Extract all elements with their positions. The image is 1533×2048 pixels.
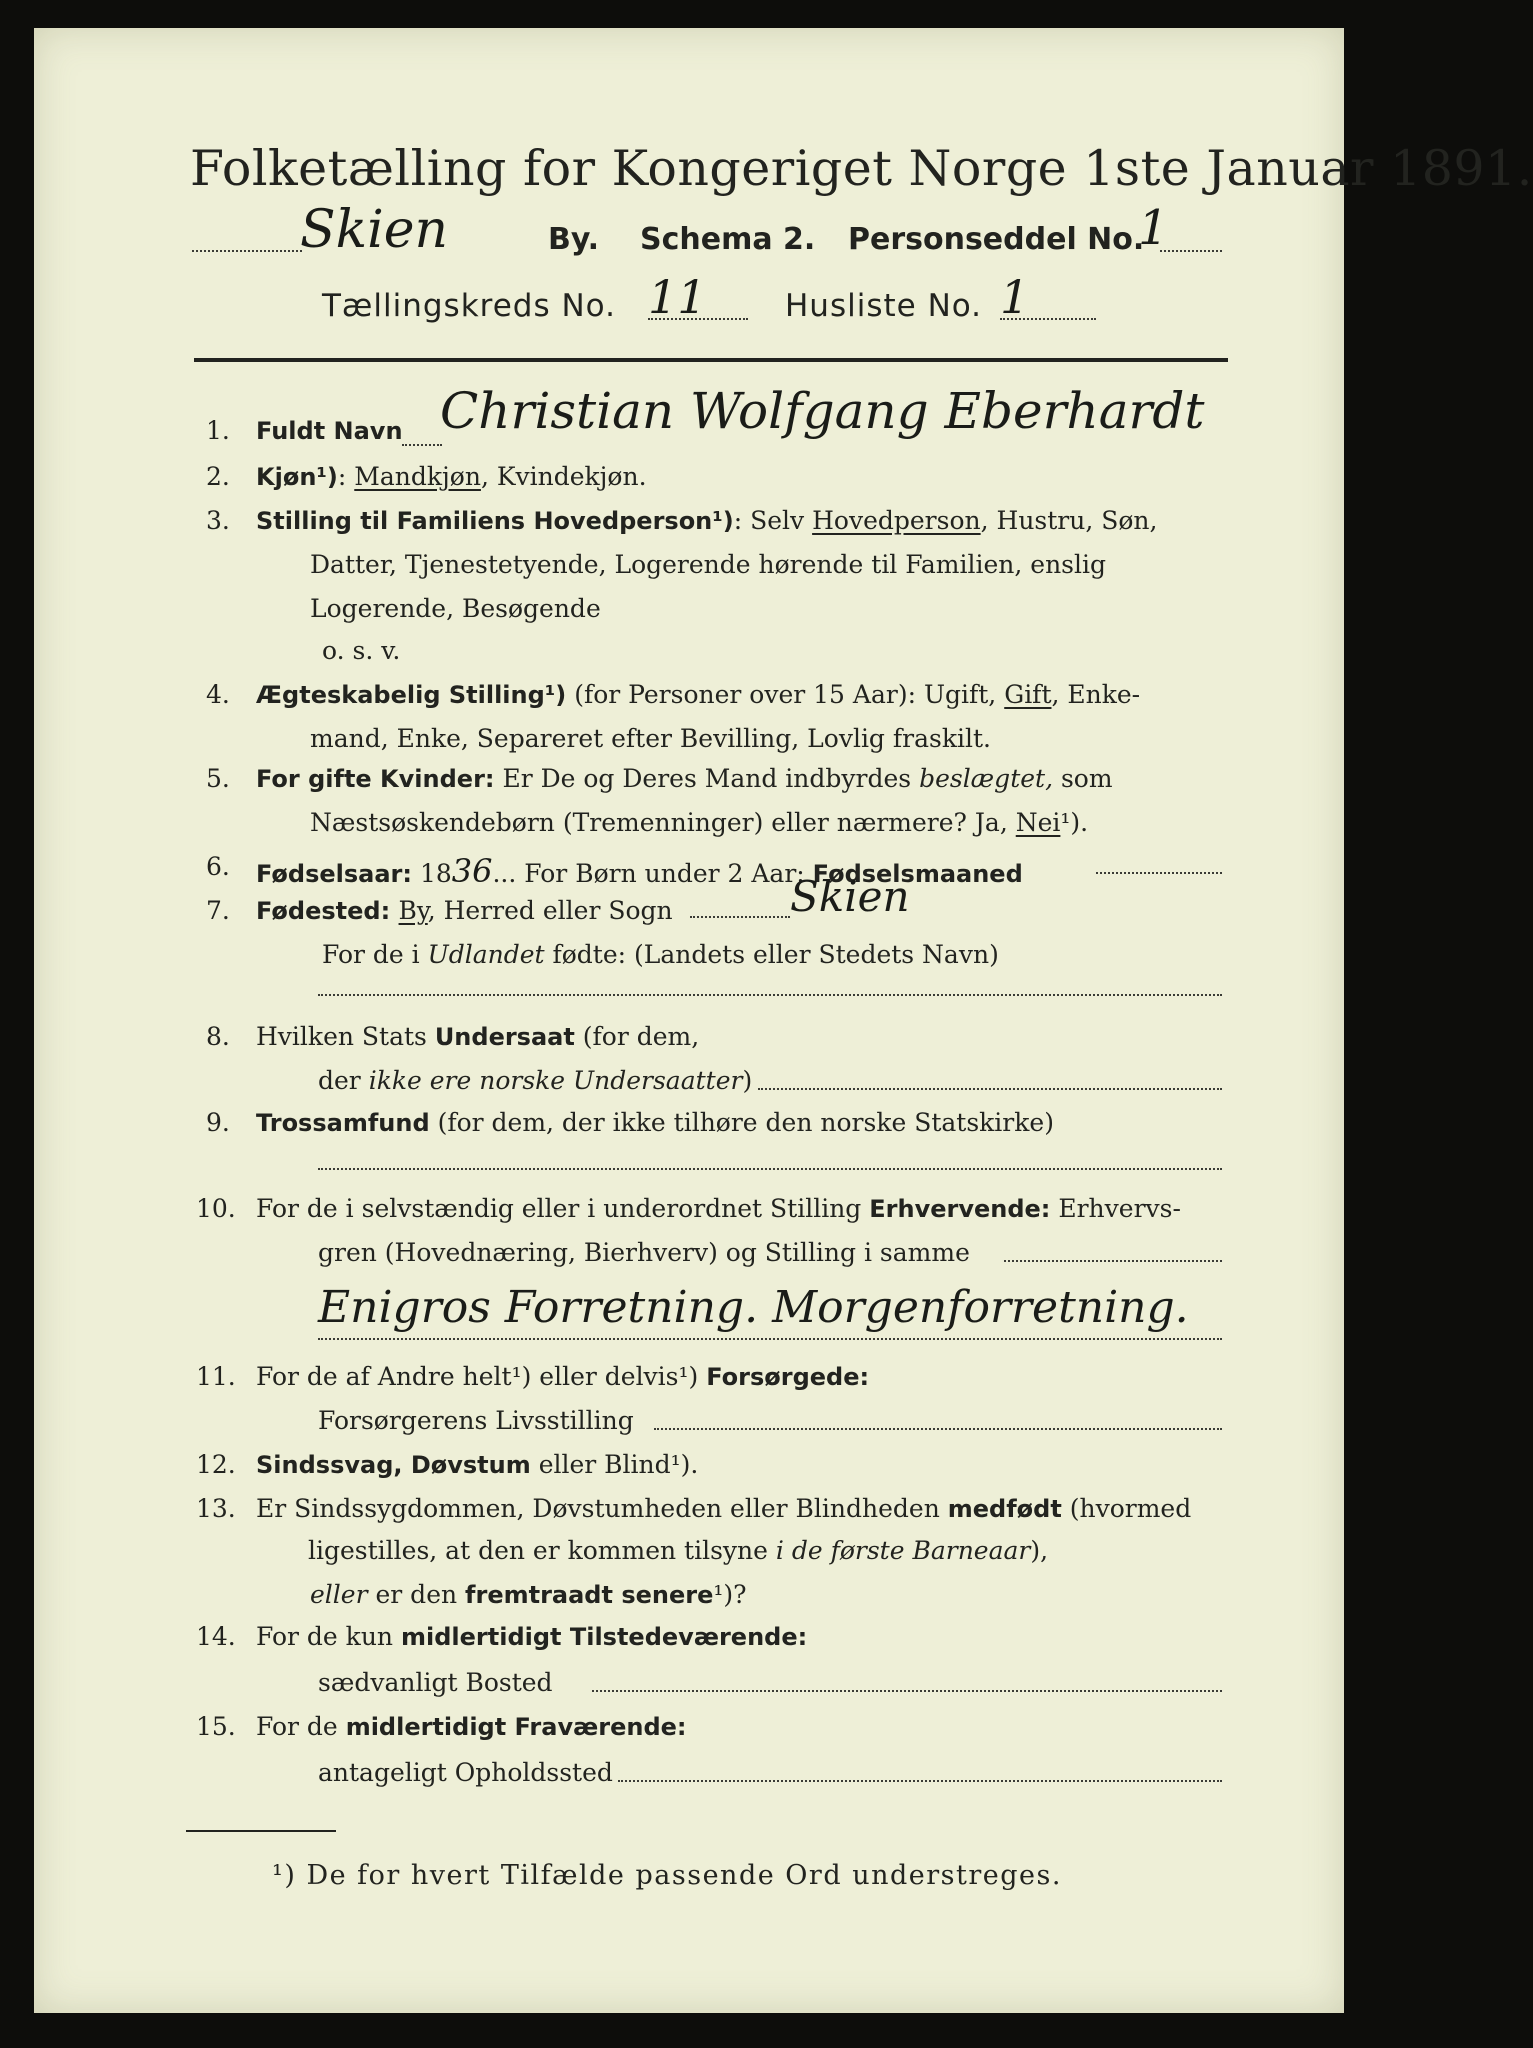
- item-number: 14.: [196, 1622, 236, 1651]
- husliste-number: 1: [1000, 270, 1030, 324]
- taellingskreds-number: 11: [648, 270, 707, 324]
- congenital-line-3: eller er den fremtraadt senere¹)?: [310, 1580, 747, 1609]
- family-position-line-3: Logerende, Besøgende: [310, 594, 601, 623]
- family-position-line-2: Datter, Tjenestetyende, Logerende hørende til Familien, enslig: [310, 550, 1107, 579]
- birth-year-line: Fødselsaar: 1836... For Børn under 2 Aar: Fødselsmaaned: [256, 852, 1023, 890]
- item-number: 9.: [206, 1108, 230, 1137]
- citizenship-dotted-line: [758, 1088, 1222, 1090]
- item-number: 3.: [206, 506, 230, 535]
- header-rule: [194, 358, 1228, 362]
- item-number: 12.: [196, 1450, 236, 1479]
- temp-absent-line-2: antageligt Opholdssted: [318, 1758, 613, 1787]
- congenital-line-1: Er Sindssygdommen, Døvstumheden eller Blindheden medfødt (hvormed: [256, 1494, 1192, 1523]
- marital-line-2: mand, Enke, Separeret efter Bevilling, Lovlig fraskilt.: [310, 724, 991, 753]
- married-women-line-1: For gifte Kvinder: Er De og Deres Mand indbyrdes beslægtet, som: [256, 764, 1113, 793]
- birthplace-dotted-line: [690, 916, 790, 918]
- footnote: ¹) De for hvert Tilfælde passende Ord understreges.: [272, 1860, 1062, 1891]
- occupation-line-1: For de i selvstændig eller i underordnet Stilling Erhvervende: Erhvervs-: [256, 1194, 1181, 1223]
- marital-line-1: Ægteskabelig Stilling¹) (for Personer over 15 Aar): Ugift, Gift, Enke-: [256, 680, 1141, 709]
- full-name-label: Fuldt Navn: [256, 417, 403, 445]
- item-number: 1.: [206, 416, 230, 445]
- full-name-handwritten: Christian Wolfgang Eberhardt: [440, 382, 1205, 440]
- supporter-dotted-line: [654, 1428, 1222, 1430]
- occupation-dotted-line-2: [318, 1338, 1222, 1340]
- city-handwritten: Skien: [300, 200, 449, 260]
- item-number: 4.: [206, 680, 230, 709]
- personseddel-number: 1: [1138, 200, 1169, 256]
- family-position-line-1: Stilling til Familiens Hovedperson¹): Selv Hovedperson, Hustru, Søn,: [256, 506, 1158, 535]
- by-label: By.: [548, 222, 600, 257]
- item-number: 2.: [206, 462, 230, 491]
- sex-line: Kjøn¹): Mandkjøn, Kvindekjøn.: [256, 462, 647, 491]
- occupation-line-2: gren (Hovednæring, Bierhverv) og Stilling i samme: [318, 1238, 970, 1267]
- taellingskreds-label: Tællingskreds No.: [322, 288, 616, 324]
- item-number: 8.: [206, 1022, 230, 1051]
- personseddel-label: Personseddel No.: [848, 222, 1145, 257]
- item-number: 6.: [206, 852, 230, 881]
- religion-dotted-line: [318, 1168, 1222, 1170]
- foreign-birthplace-dotted-line: [318, 994, 1222, 996]
- temp-present-line-2: sædvanligt Bosted: [318, 1668, 553, 1697]
- birthplace-line-1: Fødested: By, Herred eller Sogn: [256, 896, 673, 925]
- husliste-dotted-line: [1000, 318, 1096, 320]
- item-number: 10.: [196, 1194, 236, 1223]
- schema-label: Schema 2.: [640, 222, 816, 257]
- temp-absent-line-1: For de midlertidigt Fraværende:: [256, 1712, 687, 1741]
- usual-residence-dotted-line: [592, 1690, 1222, 1692]
- citizenship-line-2: der ikke ere norske Undersaatter): [318, 1066, 753, 1095]
- supported-line-2: Forsørgerens Livsstilling: [318, 1406, 634, 1435]
- footnote-rule: [186, 1830, 336, 1832]
- disability-line: Sindssvag, Døvstum eller Blind¹).: [256, 1450, 699, 1479]
- family-position-line-4: o. s. v.: [322, 636, 401, 665]
- religion-line: Trossamfund (for dem, der ikke tilhøre den norske Statskirke): [256, 1108, 1054, 1137]
- personseddel-dotted-line: [1160, 250, 1222, 252]
- item-number: 5.: [206, 764, 230, 793]
- birth-month-dotted-line: [1096, 872, 1222, 874]
- taellingskreds-dotted-line: [648, 318, 748, 320]
- occupation-handwritten: Enigros Forretning. Morgenforretning.: [318, 1282, 1189, 1333]
- full-name-dotted-line: [402, 444, 442, 446]
- temp-present-line-1: For de kun midlertidigt Tilstedeværende:: [256, 1622, 808, 1651]
- item-number: 7.: [206, 896, 230, 925]
- whereabouts-dotted-line: [618, 1780, 1222, 1782]
- married-women-line-2: Næstsøskendebørn (Tremenninger) eller nærmere? Ja, Nei¹).: [310, 808, 1089, 837]
- birthplace-handwritten: Skien: [790, 872, 910, 921]
- city-dotted-line: [192, 250, 302, 252]
- form-title: Folketælling for Kongeriget Norge 1ste Januar 1891.: [190, 140, 1533, 197]
- citizenship-line-1: Hvilken Stats Undersaat (for dem,: [256, 1022, 700, 1051]
- occupation-dotted-line-1: [1004, 1260, 1222, 1262]
- supported-line-1: For de af Andre helt¹) eller delvis¹) Forsørgede:: [256, 1362, 870, 1391]
- birthplace-line-2: For de i Udlandet fødte: (Landets eller Stedets Navn): [322, 940, 999, 969]
- item-number: 15.: [196, 1712, 236, 1741]
- item-number: 13.: [196, 1494, 236, 1523]
- husliste-label: Husliste No.: [785, 288, 983, 324]
- congenital-line-2: ligestilles, at den er kommen tilsyne i de første Barneaar),: [308, 1536, 1049, 1565]
- item-number: 11.: [196, 1362, 236, 1391]
